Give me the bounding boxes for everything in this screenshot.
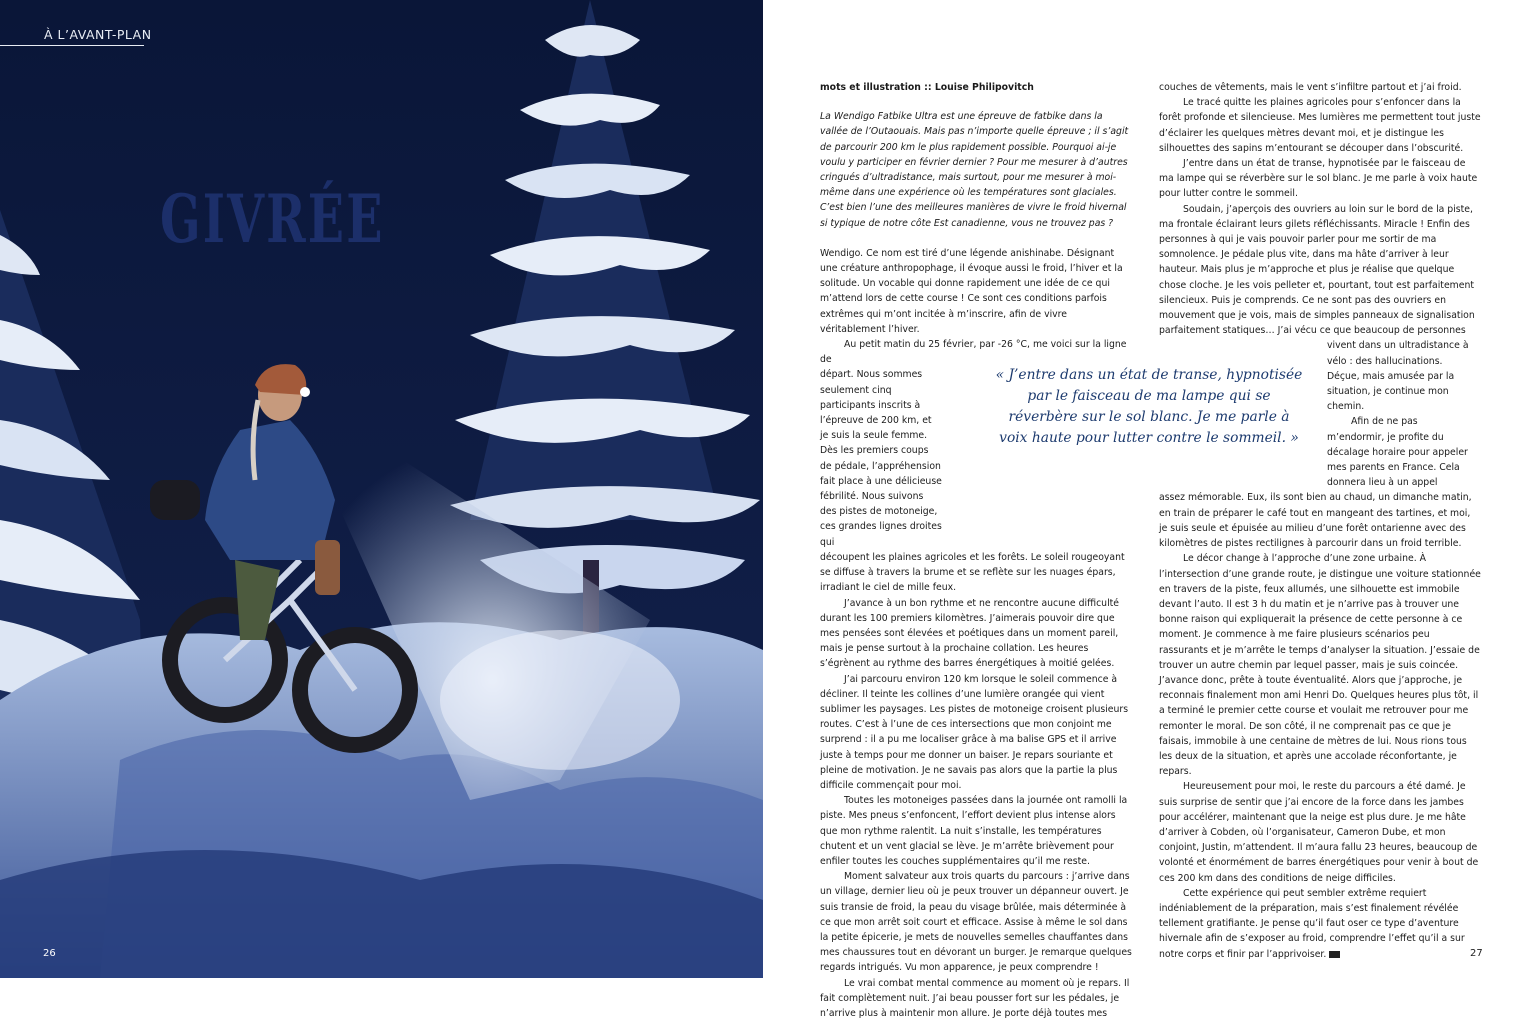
paragraph: J’avance à un bon rythme et ne rencontre aucune difficulté durant les 100 premiers kilomètres. J’aimerais pouvoir dire que mes pensées sont élevées et poétiques dans un moment pareil, mais je pense surtout à la prochaine collation. Les heures s’égrènent au rythme des barres énergétiques à moitié gelées.: [820, 597, 1120, 670]
paragraph: découpent les plaines agricoles et les forêts. Le soleil rougeoyant se diffuse à travers la brume et se reflète sur les nuages épars, irradiant le ciel de mille feux.: [820, 551, 1125, 594]
page-number-left: 26: [43, 948, 56, 959]
paragraph: Afin de ne pas m’endormir, je profite du décalage horaire pour appeler mes parents en France. Cela donnera lieu à un appel: [1327, 416, 1468, 489]
section-label: À L’AVANT-PLAN: [44, 27, 152, 42]
article-page: [763, 0, 1525, 1019]
article-column-right: [1159, 80, 1481, 962]
pull-quote: « J’entre dans un état de transe, hypnotisée par le faisceau de ma lampe qui se réverbère sur le sol blanc. Je me parle à voix haute pour lutter contre le sommeil. »: [995, 367, 1303, 446]
page-number-right: 27: [1470, 948, 1483, 959]
lede-paragraph: La Wendigo Fatbike Ultra est une épreuve de fatbike dans la vallée de l’Outaouais. Mais pas n’importe quelle épreuve ; il s’agit de parcourir 200 km le plus rapidement possible. Pourquoi ai-je voulu y participer en février dernier ? Pour me mesurer à d’autres cringués d’ultradistance, mais surtout, pour me mesurer à moi-même dans une expérience où les températures sont glaciales. C’est bien l’une des meilleures manières de vivre le froid hivernal si typique de notre côte Est canadienne, vous ne trouvez pas ?: [820, 111, 1129, 229]
illustration-page: [0, 0, 763, 978]
paragraph: Soudain, j’aperçois des ouvriers au loin sur le bord de la piste, ma frontale éclairant leurs gilets réfléchissants. Miracle ! Enfin des personnes à qui je vais pouvoir parler pour me sortir de ma somnolence. Je pédale plus vite, dans ma hâte d’arriver à leur hauteur. Mais plus je m’approche et plus je réalise que quelque chose cloche. Je les vois pelleter et, pourtant, tout est parfaitement silencieux. Puis je comprends. Ce ne sont pas des ouvriers en mouvement que je vois, mais de simples panneaux de signalisation parfaitement statiques… J’ai vécu ce que beaucoup de personnes: [1159, 203, 1475, 337]
fatbike-night-illustration: [0, 0, 763, 978]
paragraph: couches de vêtements, mais le vent s’infiltre partout et j’ai froid.: [1159, 82, 1462, 93]
article-column-left: [820, 80, 1132, 1021]
paragraph: Dès les premiers coups de pédale, l’appréhension fait place à une délicieuse fébrilité. Nous suivons des pistes de motoneige, ces grandes lignes droites qui: [820, 445, 942, 548]
paragraph: Wendigo. Ce nom est tiré d’une légende anishinabe. Désignant une créature anthropophage, il évoque aussi le froid, l’hiver et la solitude. Un vocable qui donne rapidement une idée de ce qui m’attend lors de cette course ! Ce sont ces conditions parfois extrêmes qui m’ont incitée à m’inscrire, afin de vivre véritablement l’hiver.: [820, 247, 1123, 335]
paragraph: départ. Nous sommes seulement cinq participants inscrits à l’épreuve de 200 km, et je suis la seule femme.: [820, 369, 932, 442]
final-paragraph-text: Cette expérience qui peut sembler extrême requiert indéniablement de la préparation, mais s’est finalement révélée tellement gratifiante. Je pense qu’il faut oser ce type d’aventure hivernale afin de s’exposer au froid, comprendre l’effet qu’il a sur notre corps et finir par l’apprivoiser.: [1159, 887, 1465, 960]
section-rule: [0, 45, 144, 46]
paragraph: J’entre dans un état de transe, hypnotisée par le faisceau de ma lampe qui se réverbère sur le sol blanc. Je me parle à voix haute pour lutter contre le sommeil.: [1159, 158, 1478, 200]
byline: mots et illustration :: Louise Philipovitch: [820, 82, 1034, 93]
page-title: GIVRÉE: [160, 180, 385, 258]
paragraph: assez mémorable. Eux, ils sont bien au chaud, un dimanche matin, en train de préparer le café tout en mangeant des tartines, et moi, je suis seule et épuisée au milieu d’une forêt ontarienne avec des kilomètres de pistes rectilignes à parcourir dans un froid terrible.: [1159, 492, 1472, 550]
paragraph: Le tracé quitte les plaines agricoles pour s’enfoncer dans la forêt profonde et silencieuse. Mes lumières me permettent tout juste d’éclairer les quelques mètres devant moi, et je distingue les silhouettes des sapins m’entourant se découper dans l’obscurité.: [1159, 97, 1481, 154]
paragraph: Moment salvateur aux trois quarts du parcours : j’arrive dans un village, dernier lieu où je peux trouver un dépanneur ouvert. Je suis transie de froid, la peau du visage brûlée, mais déterminée à ce que mon arrêt soit court et efficace. Assise à même le sol dans la petite épicerie, je mets de nouvelles semelles chauffantes dans mes chaussures tout en dévorant un burger. Je remarque quelques regards intrigués. Vu mon apparence, je peux comprendre !: [820, 871, 1132, 974]
paragraph: Heureusement pour moi, le reste du parcours a été damé. Je suis surprise de sentir que j’ai encore de la force dans les jambes pour accélérer, maintenant que la neige est plus dure. Je me hâte d’arriver à Cobden, où l’organisateur, Cameron Dube, et mon conjoint, Justin, m’attendent. Il m’aura fallu 23 heures, beaucoup de volonté et énormément de barres énergétiques pour venir à bout de ces 200 km dans des conditions de neige difficiles.: [1159, 781, 1479, 884]
paragraph: Au petit matin du 25 février, par -26 °C, me voici sur la ligne de: [820, 339, 1127, 366]
paragraph: Le vrai combat mental commence au moment où je repars. Il fait complètement nuit. J’ai beau pousser fort sur les pédales, je n’arrive plus à maintenir mon allure. Je porte déjà toutes mes: [820, 977, 1130, 1019]
paragraph: Toutes les motoneiges passées dans la journée ont ramolli la piste. Mes pneus s’enfoncent, l’effort devient plus intense alors que mon rythme ralentit. La nuit s’installe, les températures chutent et un vent glacial se lève. Je m’arrête brièvement pour enfiler toutes les couches supplémentaires qu’il me reste.: [820, 795, 1128, 867]
paragraph: Le décor change à l’approche d’une zone urbaine. À l’intersection d’une grande route, je distingue une voiture stationnée en travers de la piste, feux allumés, une silhouette est immobile devant l’auto. Il est 3 h du matin et je n’arrive pas à trouver une bonne raison qui expliquerait la présence de cette personne à ce moment. Je commence à me faire plusieurs scénarios peu rassurants et je m’arrête le temps d’analyser la situation. J’essaie de trouver un autre chemin par lequel passer, mais je suis coincée. J’avance donc, prête à toute éventualité. Alors que j’approche, je reconnais finalement mon ami Henri Do. Quelques heures plus tôt, il a terminé le premier cette course et voulait me retrouver pour me remonter le moral. De son côté, il ne comprenait pas ce que je faisais, immobile à une centaine de mètres de lui. Nous rions tous les deux de la situation, et après une accolade réconfortante, je repars.: [1159, 553, 1481, 778]
paragraph: [1159, 886, 1481, 962]
paragraph: J’ai parcouru environ 120 km lorsque le soleil commence à décliner. Il teinte les collines d’une lumière orangée qui vient sublimer les paysages. Les pistes de motoneige croisent plusieurs routes. C’est à l’une de ces intersections que mon conjoint me surprend : il a pu me localiser grâce à ma balise GPS et il arrive juste à temps pour me donner un baiser. Je repars souriante et pleine de motivation. Je ne savais pas alors que la partie la plus difficile commençait pour moi.: [820, 673, 1129, 791]
end-mark-icon: [1329, 951, 1340, 958]
paragraph: vivent dans un ultradistance à vélo : des hallucinations. Déçue, mais amusée par la situation, je continue mon chemin.: [1327, 340, 1469, 413]
